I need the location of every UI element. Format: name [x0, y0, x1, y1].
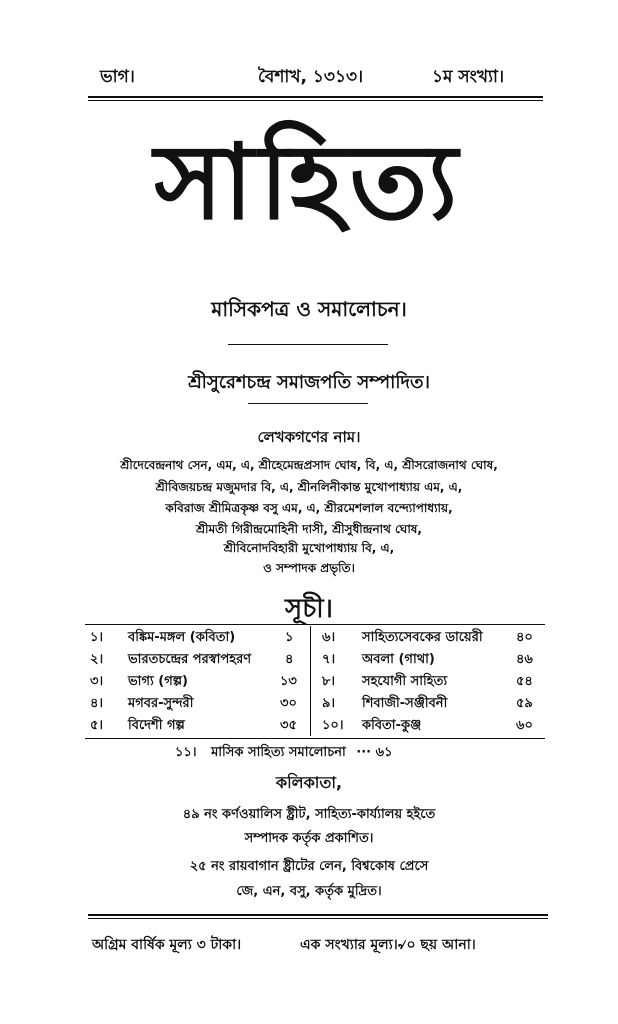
toc-num: ৪।	[90, 696, 104, 711]
toc-page: ৫৯	[516, 696, 533, 711]
month-year: বৈশাখ, ১৩১৩।	[258, 67, 364, 87]
toc-rule-top	[85, 624, 545, 625]
toc-num: ৬।	[322, 630, 336, 645]
toc-title: অবলা (গাথা)	[362, 652, 435, 667]
toc-num: ১১।	[175, 745, 197, 760]
printer-line: জে, এন, বসু, কর্তৃক মুদ্রিত।	[236, 884, 382, 899]
contributor-line: শ্রীমতী গিরীন্দ্রমোহিনী দাসী, শ্রীসুধীন্দ্রনাথ ঘোষ,	[196, 522, 422, 536]
publisher-address: ৪৯ নং কর্ণওয়ালিস ষ্ট্রীট, সাহিত্য-কার্য্যালয় হইতে	[182, 807, 436, 822]
header-rule-bottom	[88, 100, 543, 101]
toc-num: ১০।	[322, 718, 344, 733]
contributor-line: শ্রীদেবেন্দ্রনাথ সেন, এম, এ, শ্রীহেমেন্দ্রপ্রসাদ ঘোষ, বি, এ, শ্রীসরোজনাথ ঘোষ,	[120, 458, 498, 472]
toc-title: ভারতচন্দ্রের পরস্বাপহরণ	[128, 652, 252, 667]
toc-page: ৪	[285, 652, 294, 667]
city: কলিকাতা,	[275, 773, 343, 792]
footer-rule-top	[88, 914, 548, 916]
footer-rule-bottom	[88, 918, 548, 919]
single-price: এক সংখ্যার মূল্য।৵০ ছয় আনা।	[300, 937, 476, 953]
toc-table	[0, 628, 618, 738]
toc-title: শিবাজী-সঞ্জীবনী	[362, 696, 448, 711]
toc-num: ৮।	[322, 674, 336, 689]
toc-num: ৭।	[322, 652, 336, 667]
part-label: ভাগ।	[100, 67, 135, 87]
toc-title: সাহিত্যসেবকের ডায়েরী	[362, 630, 483, 645]
toc-num: ২।	[90, 652, 104, 667]
toc-page: ৪৬	[516, 652, 533, 667]
toc-title: বিদেশী গল্প	[128, 718, 185, 733]
contributor-line: কবিরাজ শ্রীমিত্রকৃষ্ণ বসু এম, এ, শ্রীরমেশলাল বন্দ্যোপাধ্যায়,	[165, 501, 453, 515]
issue-number: ১ম সংখ্যা।	[432, 67, 505, 87]
magazine-title: সাহিত্য	[154, 120, 464, 243]
toc-page: ৩৫	[280, 718, 297, 733]
toc-title: সহযোগী সাহিত্য	[362, 674, 448, 689]
toc-num: ৯।	[322, 696, 336, 711]
divider-1	[228, 344, 388, 345]
toc-page: ৩০	[280, 696, 297, 711]
toc-title: মগবর-সুন্দরী	[128, 696, 194, 711]
contributor-line: শ্রীবিজয়চন্দ্র মজুমদার বি, এ, শ্রীনলিনীকান্ত মুখোপাধ্যায় এম, এ,	[155, 480, 463, 494]
toc-page: ১	[285, 630, 294, 645]
toc-num: ৫।	[90, 718, 104, 733]
subtitle: মাসিকপত্র ও সমালোচন।	[211, 297, 407, 321]
toc-title: কবিতা-কুঞ্জ	[362, 718, 422, 733]
divider-2	[248, 403, 368, 404]
toc-heading: সূচী।	[285, 594, 333, 624]
annual-price: অগ্রিম বার্ষিক মূল্য ৩ টাকা।	[92, 937, 242, 953]
toc-num: ৩।	[90, 674, 104, 689]
contributor-line: শ্রীবিনোদবিহারী মুখোপাধ্যায় বি, এ,	[223, 541, 395, 555]
editor-line: শ্রীসুরেশচন্দ্র সমাজপতি সম্পাদিত।	[188, 372, 430, 393]
toc-page: ১৩	[280, 674, 297, 689]
printer-address: ২৫ নং রায়বাগান ষ্ট্রীটের লেন, বিশ্বকোষ প্রেসে	[189, 859, 429, 874]
toc-page: ৫৪	[516, 674, 533, 689]
header-rule-top	[88, 96, 543, 98]
toc-last-item: ১১। মাসিক সাহিত্য সমালোচনা ··· ৬১	[175, 745, 393, 760]
toc-rule-bottom	[85, 738, 545, 739]
toc-title: বঙ্কিম-মঙ্গল (কবিতা)	[128, 630, 236, 645]
toc-title: ভাগ্য (গল্প)	[128, 674, 188, 689]
toc-page: ৬০	[516, 718, 533, 733]
contributor-line: ও সম্পাদক প্রভৃতি।	[263, 561, 355, 575]
toc-title: মাসিক সাহিত্য সমালোচনা	[211, 745, 346, 760]
toc-num: ১।	[90, 630, 104, 645]
toc-page: ৪০	[516, 630, 533, 645]
toc-page: ৬১	[375, 745, 393, 760]
publisher-line: সম্পাদক কর্তৃক প্রকাশিত।	[244, 831, 374, 846]
contributors-heading: লেখকগণের নাম।	[257, 428, 361, 446]
toc-column-divider	[310, 626, 311, 736]
